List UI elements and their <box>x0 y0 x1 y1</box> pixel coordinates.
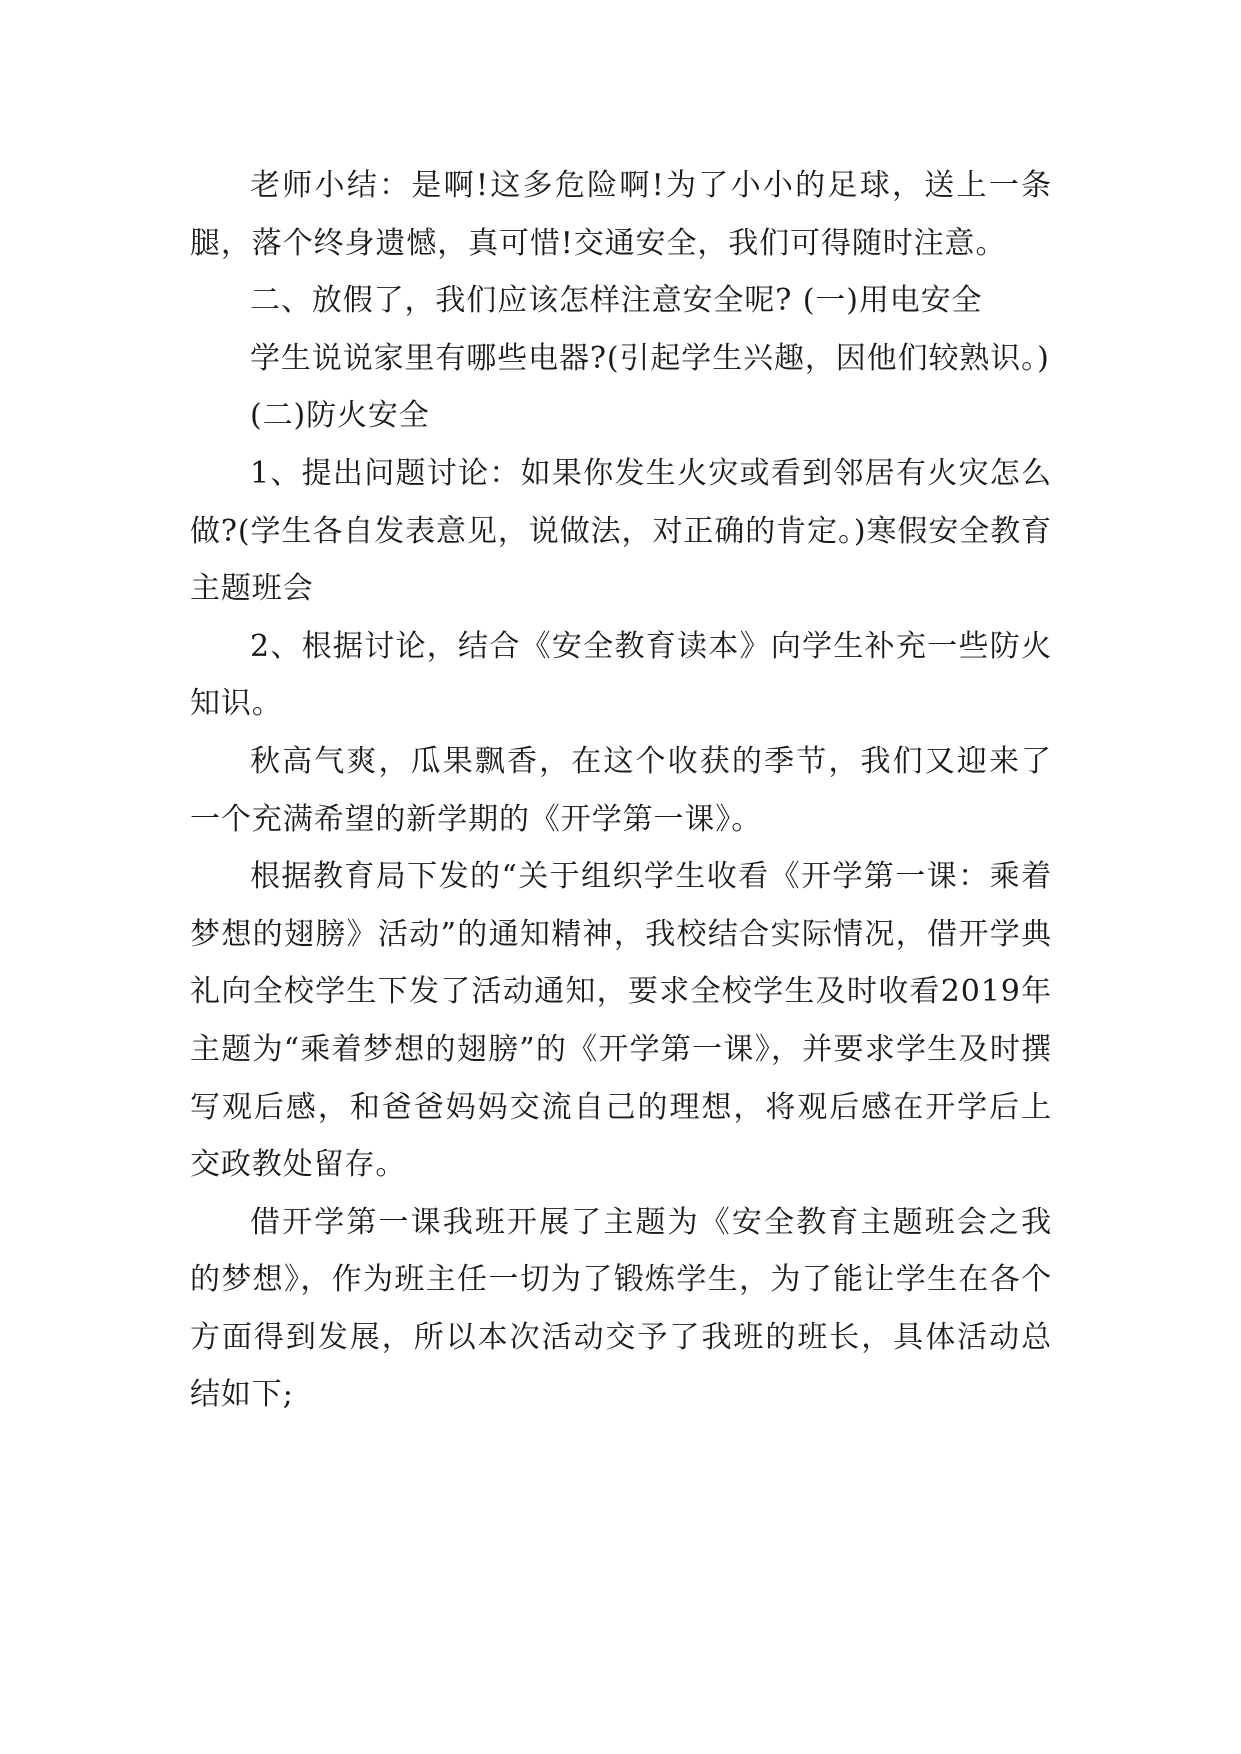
document-body <box>190 157 1052 1424</box>
paragraph-fire-knowledge: 2、根据讨论，结合《安全教育读本》向学生补充一些防火知识。 <box>190 628 1052 722</box>
paragraph-fire-discussion: 1、提出问题讨论：如果你发生火灾或看到邻居有火灾怎么做?(学生各自发表意见，说做法，对正确的肯定。)寒假安全教育主题班会 <box>190 455 1052 607</box>
paragraph-class-activity: 借开学第一课我班开展了主题为《安全教育主题班会之我的梦想》，作为班主任一切为了锻炼学生，为了能让学生在各个方面得到发展，所以本次活动交予了我班的班长，具体活动总结如下; <box>190 1204 1052 1413</box>
paragraph-fire-safety-heading: (二)防火安全 <box>250 398 430 434</box>
paragraph-teacher-summary: 老师小结：是啊!这多危险啊!为了小小的足球，送上一条腿，落个终身遗憾，真可惜!交通安全，我们可得随时注意。 <box>190 168 1052 261</box>
paragraph-holiday-safety: 二、放假了，我们应该怎样注意安全呢? (一)用电安全 <box>250 283 983 319</box>
paragraph-home-appliances: 学生说说家里有哪些电器?(引起学生兴趣，因他们较熟识。) <box>250 340 1050 376</box>
paragraph-education-bureau-notice: 根据教育局下发的“关于组织学生收看《开学第一课：乘着梦想的翅膀》活动”的通知精神，我校结合实际情况，借开学典礼向全校学生下发了活动通知，要求全校学生及时收看2019年主题为“乘着梦想的翅膀”的《开学第一课》，并要求学生及时撰写观后感，和爸爸妈妈交流自己的理想，将观后感在开学后上交政教处留存。 <box>190 859 1052 1183</box>
paragraph-autumn-new-term: 秋高气爽，瓜果飘香，在这个收获的季节，我们又迎来了一个充满希望的新学期的《开学第一课》。 <box>190 743 1052 837</box>
